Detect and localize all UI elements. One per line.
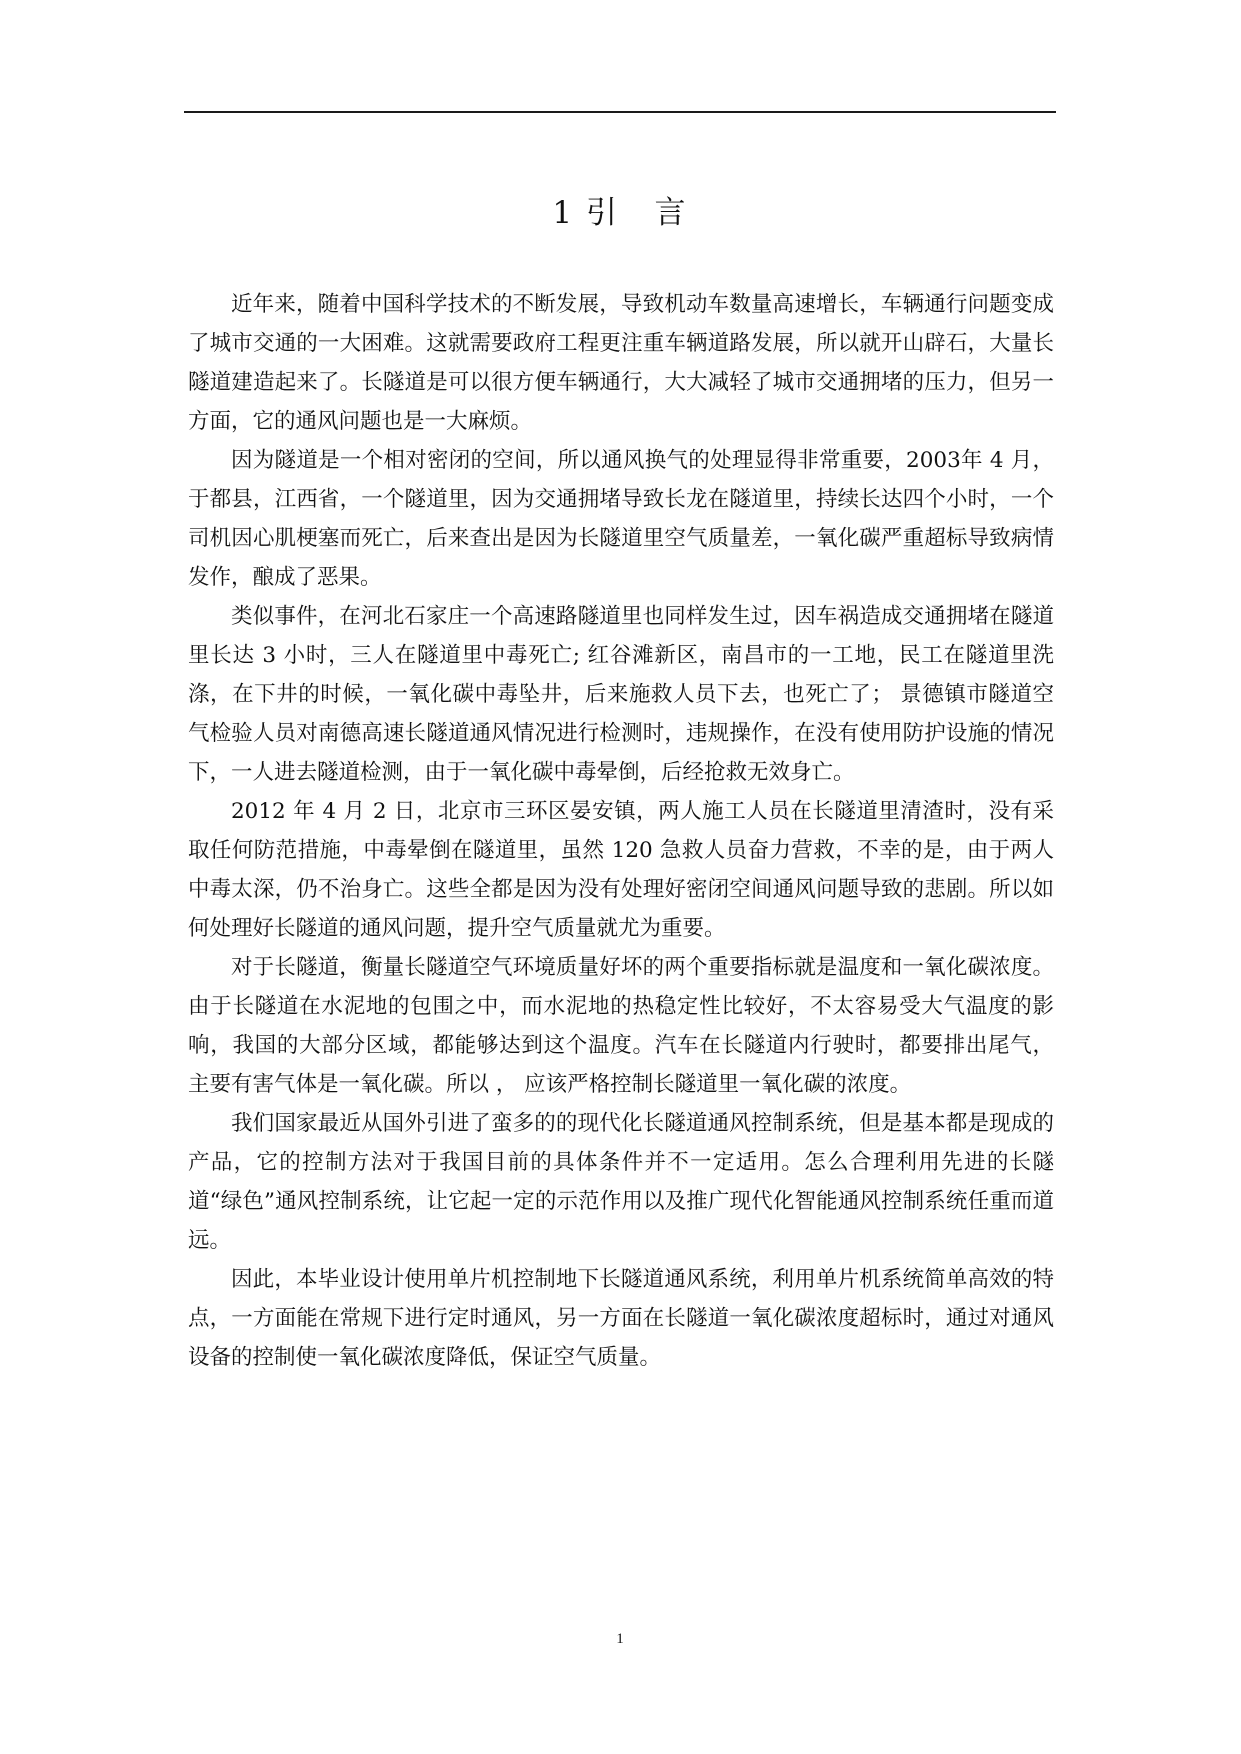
body-text bbox=[188, 285, 1054, 1377]
paragraph-similar-incidents: 类似事件，在河北石家庄一个高速路隧道里也同样发生过，因车祸造成交通拥堵在隧道里长达 3 小时，三人在隧道里中毒死亡; 红谷滩新区，南昌市的一工地，民工在隧道里洗涤，在下井的时候，一氧化碳中毒坠井，后来施救人员下去，也死亡了； 景德镇市隧道空气检验人员对南德高速长隧道通风情况进行检测时，违规操作，在没有使用防护设施的情况下，一人进去隧道检测，由于一氧化碳中毒晕倒，后经抢救无效身亡。 bbox=[188, 604, 1054, 785]
paragraph-air-quality-indicators: 对于长隧道，衡量长隧道空气环境质量好坏的两个重要指标就是温度和一氧化碳浓度。由于长隧道在水泥地的包围之中，而水泥地的热稳定性比较好，不太容易受大气温度的影响，我国的大部分区域，都能够达到这个温度。汽车在长隧道内行驶时，都要排出尾气， 主要有害气体是一氧化碳。所以 ， 应该严格控制长隧道里一氧化碳的浓度。 bbox=[188, 955, 1054, 1097]
paragraph-design-purpose: 因此，本毕业设计使用单片机控制地下长隧道通风系统，利用单片机系统简单高效的特点，一方面能在常规下进行定时通风，另一方面在长隧道一氧化碳浓度超标时，通过对通风设备的控制使一氧化碳浓度降低，保证空气质量。 bbox=[188, 1267, 1054, 1370]
paragraph-2012-incident: 2012 年 4 月 2 日，北京市三环区晏安镇，两人施工人员在长隧道里清渣时，没有采取任何防范措施，中毒晕倒在隧道里，虽然 120 急救人员奋力营救，不幸的是，由于两人中毒太深，仍不治身亡。这些全都是因为没有处理好密闭空间通风问题导致的悲剧。所以如何处理好长隧道的通风问题，提升空气质量就尤为重要。 bbox=[188, 799, 1054, 941]
header-rule bbox=[184, 111, 1056, 113]
paragraph-imported-systems: 我们国家最近从国外引进了蛮多的的现代化长隧道通风控制系统，但是基本都是现成的产品，它的控制方法对于我国目前的具体条件并不一定适用。怎么合理利用先进的长隧道“绿色”通风控制系统，让它起一定的示范作用以及推广现代化智能通风控制系统任重而道远。 bbox=[188, 1111, 1054, 1253]
chapter-title: 1 引 言 bbox=[552, 195, 688, 231]
paragraph-2003-incident: 因为隧道是一个相对密闭的空间，所以通风换气的处理显得非常重要，2003年 4 月，于都县，江西省，一个隧道里，因为交通拥堵导致长龙在隧道里，持续长达四个小时，一个司机因心肌梗塞而死亡，后来查出是因为长隧道里空气质量差，一氧化碳严重超标导致病情发作，酿成了恶果。 bbox=[188, 448, 1054, 590]
paragraph-intro: 近年来，随着中国科学技术的不断发展，导致机动车数量高速增长，车辆通行问题变成了城市交通的一大困难。这就需要政府工程更注重车辆道路发展，所以就开山辟石，大量长隧道建造起来了。长隧道是可以很方便车辆通行，大大减轻了城市交通拥堵的压力，但另一方面，它的通风问题也是一大麻烦。 bbox=[188, 292, 1054, 434]
page-number: 1 bbox=[616, 1631, 624, 1647]
